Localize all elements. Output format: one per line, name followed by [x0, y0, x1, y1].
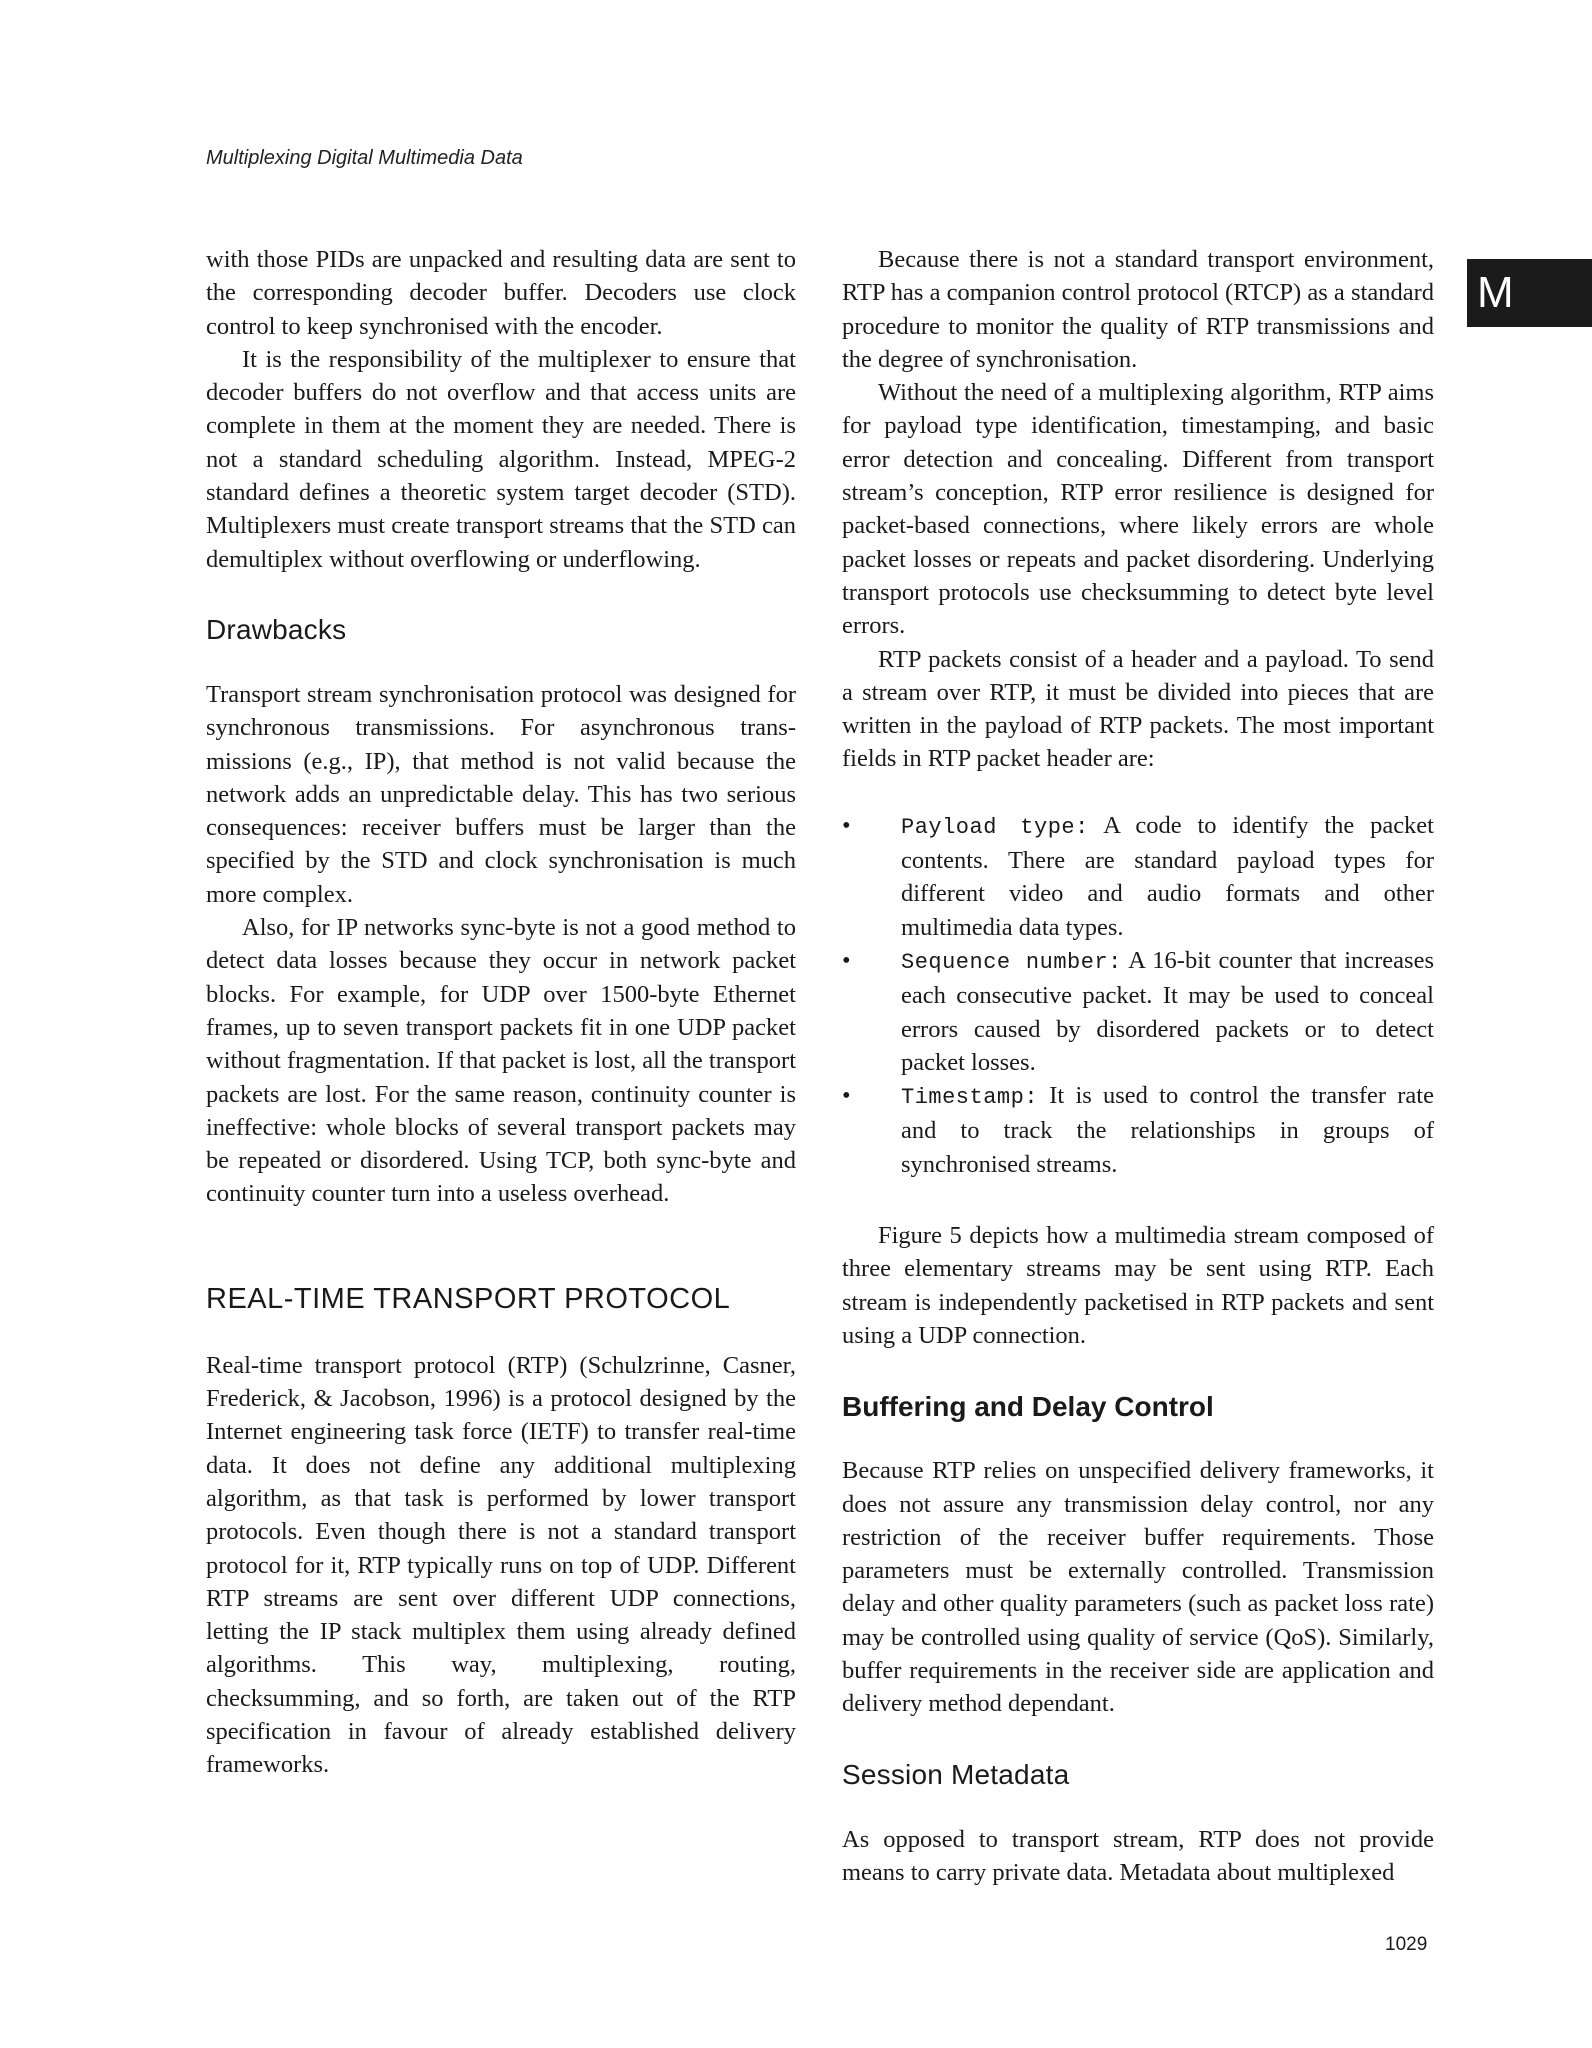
running-header: Multiplexing Digital Multimedia Data — [206, 147, 523, 169]
list-item — [842, 809, 1434, 944]
paragraph: Figure 5 depicts how a multimedia stream composed of three elementary streams may be sent using RTP. Each stream is independently packetised in RTP packets and sent using a UDP connection. — [842, 1222, 1434, 1349]
paragraph: Real-time transport protocol (RTP) (Schulzrinne, Casner, Frederick, & Jacobson, 1996) is a protocol designed by the Internet engineering task force (IETF) to transfer real-time data. It does not define any additional multiplexing algorithm, as that task is performed by lower transport protocols. Even though there is not a standard transport protocol for it, RTP typically runs on top of UDP. Different RTP streams are sent over different UDP connections, letting the IP stack multiplex them using already defined algorithms. This way, multiplexing, routing, checksumming, and so forth, are taken out of the RTP specification in favour of already established delivery frameworks. — [206, 1351, 796, 1779]
page-number: 1029 — [1385, 1934, 1428, 1955]
bullet-icon: • — [842, 811, 851, 839]
heading-drawbacks: Drawbacks — [206, 613, 347, 645]
bullet-icon: • — [842, 1082, 851, 1110]
paragraph: Because there is not a standard transport environment, RTP has a companion control protocol (RTCP) as a standard procedure to monitor the quality of RTP transmissions and the degree of synchronisation. — [842, 246, 1434, 373]
left-column — [206, 243, 796, 1782]
paragraph: It is the responsibility of the multiplexer to ensure that decoder buffers do not overflow and that access units are complete in them at the moment they are needed. There is not a standard scheduling algorithm. Instead, MPEG-2 standard defines a theoretic system target decoder (STD). Multiplexers must create transport streams that the STD can demultiplex without overflowing or underflowing. — [206, 345, 796, 573]
heading-session-metadata: Session Metadata — [842, 1758, 1070, 1790]
section-thumb-tab: M — [1467, 259, 1592, 327]
field-description: A 16-bit counter that increases each consecutive packet. It may be used to conceal errors caused by disordered packets or to detect packet losses. — [901, 946, 1434, 1076]
field-term: Timestamp: — [901, 1085, 1039, 1111]
paragraph: Transport stream synchronisation protocol was designed for synchronous transmissions. For asynchronous transmissions (e.g., IP), that method is not valid because the network adds an unpredictable delay. This has two serious consequences: receiver buffers must be larger than the specified by the STD and clock synchronisation is much more complex. — [206, 680, 796, 908]
paragraph: Without the need of a multiplexing algorithm, RTP aims for payload type identification, timestamping, and basic error detection and concealing. Different from transport stream’s conception, RTP error resilience is designed for packet-based connections, where likely errors are whole packet losses or repeats and packet disordering. Underlying transport protocols use checksumming to detect byte level errors. — [842, 379, 1434, 640]
paragraph: As opposed to transport stream, RTP does not provide means to carry private data. Metadata about multiplexed — [842, 1825, 1434, 1886]
bullet-icon: • — [842, 946, 851, 974]
field-term: Sequence number: — [901, 949, 1122, 975]
field-term: Payload type: — [901, 814, 1089, 840]
right-column — [842, 243, 1434, 1889]
spacer — [842, 1181, 1434, 1219]
paragraph: with those PIDs are unpacked and resulting data are sent to the corresponding decoder buffer. Decoders use clock control to keep synchronised with the encoder. — [206, 246, 796, 340]
list-item — [842, 1079, 1434, 1181]
rtp-header-fields-list — [842, 809, 1434, 1181]
field-description: A code to identify the packet contents. There are standard payload types for different video and audio formats and other multimedia data types. — [901, 811, 1434, 941]
paragraph: RTP packets consist of a header and a payload. To send a stream over RTP, it must be divided into pieces that are written in the payload of RTP packets. The most important fields in RTP packet header are: — [842, 645, 1434, 773]
paragraph: Because RTP relies on unspecified delivery frameworks, it does not assure any transmission delay control, nor any restriction of the receiver buffer requirements. Those parameters must be externally controlled. Transmission delay and other quality parameters (such as packet loss rate) may be controlled using quality of service (QoS). Similarly, buffer requirements in the receiver side are application and delivery method dependant. — [842, 1457, 1434, 1718]
heading-buffering: Buffering and Delay Control — [842, 1391, 1214, 1423]
field-description: It is used to control the transfer rate and to track the relationships in groups of synchronised streams. — [901, 1082, 1434, 1178]
paragraph: Also, for IP networks sync-byte is not a good method to detect data losses because they occur in network packet blocks. For example, for UDP over 1500-byte Ethernet frames, up to seven transport packets fit in one UDP packet without fragmentation. If that packet is lost, all the transport packets are lost. For the same reason, continuity counter is ineffective: whole blocks of several transport packets may be repeated or disordered. Using TCP, both sync-byte and continuity counter turn into a useless overhead. — [206, 914, 796, 1208]
list-item — [842, 944, 1434, 1079]
heading-rtp-section: REAL-TIME TRANSPORT PROTOCOL — [206, 1282, 731, 1315]
